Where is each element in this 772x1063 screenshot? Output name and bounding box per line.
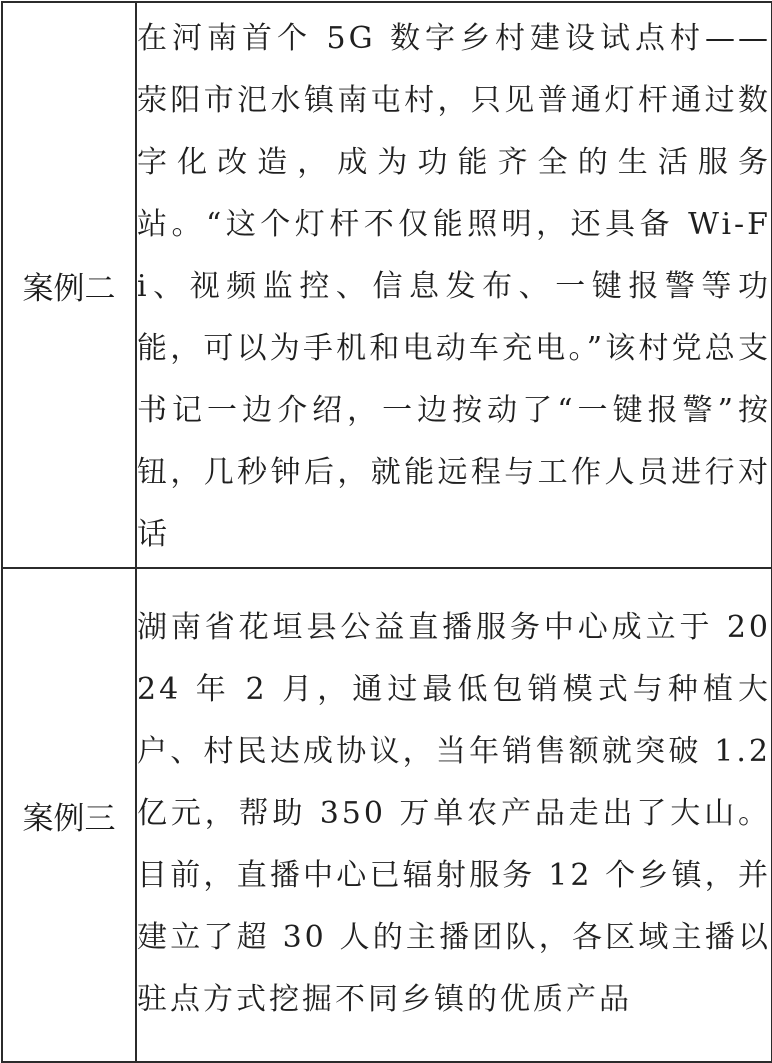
case-text-2: 在河南首个 5G 数字乡村建设试点村——荥阳市汜水镇南屯村，只见普通灯杆通过数字化改造，成为功能齐全的生活服务站。“这个灯杆不仅能照明，还具备 Wi-Fi、视频监控、信息发布、一键报警等功能，可以为手机和电动车充电。”该村党总支书记一边介绍，一边按动了“一键报警”按钮，几秒钟后，就能远程与工作人员进行对话 (137, 21, 771, 552)
case-body-cell-2 (136, 2, 772, 568)
case-row-2 (2, 2, 772, 568)
case-table (1, 1, 772, 1063)
case-text-3: 湖南省花垣县公益直播服务中心成立于 2024 年 2 月，通过最低包销模式与种植大户、村民达成协议，当年销售额就突破 1.2 亿元，帮助 350 万单农产品走出了大山。目前，直播中心已辐射服务 12 个乡镇，并建立了超 30 人的主播团队，各区域主播以驻点方式挖掘不同乡镇的优质产品 (137, 610, 771, 1017)
case-label-2: 案例二 (2, 2, 136, 568)
case-body-cell-3 (136, 568, 772, 1062)
case-label-3: 案例三 (2, 568, 136, 1062)
case-row-3 (2, 568, 772, 1062)
